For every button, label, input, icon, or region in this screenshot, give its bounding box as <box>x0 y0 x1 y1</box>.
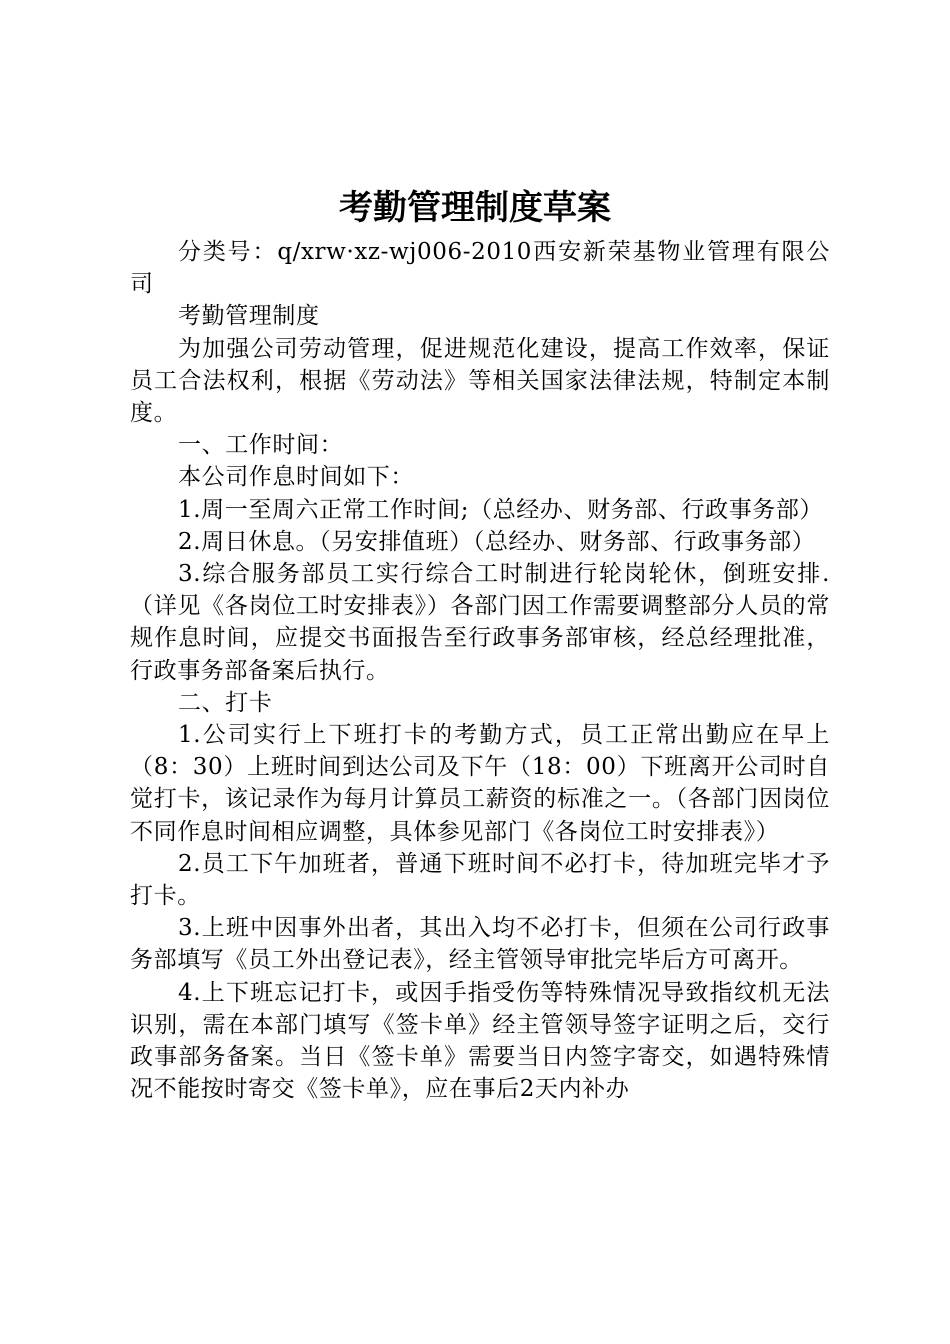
document-title: 考勤管理制度草案 <box>339 188 611 228</box>
list-item-clock-in-method: 1.公司实行上下班打卡的考勤方式，员工正常出勤应在早上（8：30）上班时间到达公司及下午（18：00）下班离开公司时自觉打卡，该记录作为每月计算员工薪资的标准之一。（各部门因岗位不同作息时间相应调整，具体参见部门《各岗位工时安排表》） <box>130 722 830 845</box>
document-body <box>130 236 830 1105</box>
list-item-weekday-hours: 1.周一至周六正常工作时间;（总经办、财务部、行政事务部） <box>178 496 824 523</box>
section-heading-work-hours: 一、工作时间： <box>178 432 344 459</box>
list-item-overtime-clock: 2.员工下午加班者，普通下班时间不必打卡，待加班完毕才予打卡。 <box>130 850 830 910</box>
list-item-shift-rotation: 3.综合服务部员工实行综合工时制进行轮岗轮休，倒班安排.（详见《各岗位工时安排表》）各部门因工作需要调整部分人员的常规作息时间，应提交书面报告至行政事务部审核，经总经理批准，行政事务部备案后执行。 <box>130 561 830 684</box>
paragraph-subtitle: 考勤管理制度 <box>178 303 320 330</box>
section-heading-clock-in: 二、打卡 <box>178 689 273 716</box>
paragraph-schedule-intro: 本公司作息时间如下： <box>178 464 414 491</box>
paragraph-classification-number: 分类号：q/xrw·xz-wj006-2010西安新荣基物业管理有限公司 <box>130 239 830 298</box>
list-item-sunday-rest: 2.周日休息。（另安排值班）（总经办、财务部、行政事务部） <box>178 528 816 555</box>
list-item-going-out: 3.上班中因事外出者，其出入均不必打卡，但须在公司行政事务部填写《员工外出登记表》，经主管领导审批完毕后方可离开。 <box>130 915 830 974</box>
list-item-missed-clock: 4.上下班忘记打卡，或因手指受伤等特殊情况导致指纹机无法识别，需在本部门填写《签卡单》经主管领导签字证明之后，交行政事部务备案。当日《签卡单》需要当日内签字寄交，如遇特殊情况不能按时寄交《签卡单》，应在事后2天内补办 <box>130 979 830 1103</box>
paragraph-purpose: 为加强公司劳动管理，促进规范化建设，提高工作效率，保证员工合法权利，根据《劳动法》等相关国家法律法规，特制定本制度。 <box>130 335 830 427</box>
